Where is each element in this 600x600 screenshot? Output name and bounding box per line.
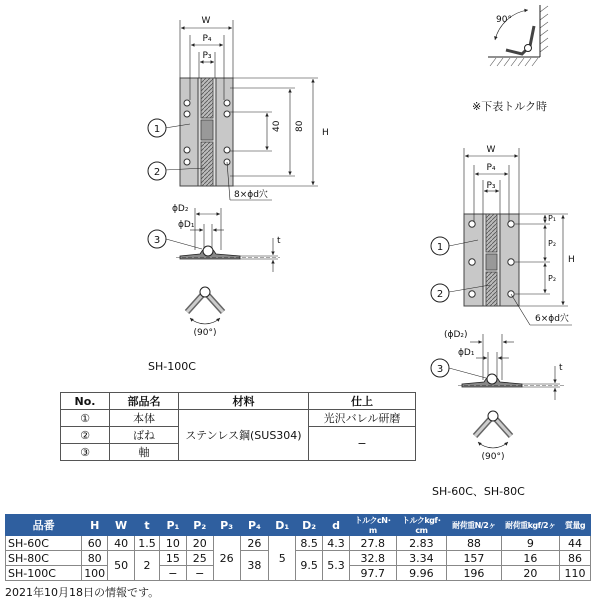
spec-d2: 8.5 <box>296 536 323 551</box>
spec-header-row <box>6 515 591 536</box>
callout-2-right: 2 <box>436 289 444 300</box>
spec-p4-merged: 38 <box>240 551 269 581</box>
mat-part-1: 本体 <box>110 410 179 427</box>
callout-3-right: 3 <box>436 364 444 375</box>
dim-t-right: t <box>559 363 563 373</box>
spec-col-p2: P₂ <box>186 515 213 536</box>
caption-sh60c-80c: SH-60C、SH-80C <box>432 485 525 498</box>
col-no: No. <box>61 393 110 410</box>
callout-1-right: 1 <box>436 242 444 253</box>
dim-d2-right: (ϕD₂) <box>444 330 468 340</box>
spec-col-model: 品番 <box>6 515 82 536</box>
spec-load-n: 157 <box>447 551 501 566</box>
spec-load-kgf: 20 <box>501 566 559 581</box>
spec-col-w: W <box>108 515 135 536</box>
mat-no-3: ③ <box>61 444 110 461</box>
callout-1-left: 1 <box>153 124 161 135</box>
spec-d: 5.3 <box>323 551 350 581</box>
spec-col-p3: P₃ <box>213 515 240 536</box>
dim-p3-right: P₃ <box>486 181 496 191</box>
dim-w-right: W <box>486 145 496 155</box>
spec-torque-kgf: 9.96 <box>396 566 447 581</box>
col-material: 材料 <box>179 393 309 410</box>
spec-torque-kgf: 3.34 <box>396 551 447 566</box>
spec-col-d1: D₁ <box>269 515 296 536</box>
caption-sh100c: SH-100C <box>148 360 196 373</box>
spec-p1: 10 <box>159 536 186 551</box>
spec-model: SH-80C <box>6 551 82 566</box>
spec-h: 60 <box>82 536 108 551</box>
spec-p2: − <box>186 566 213 581</box>
spec-col-d2: D₂ <box>296 515 323 536</box>
bent-angle-left: (90°) <box>193 328 217 338</box>
dim-h-right: H <box>568 255 575 265</box>
spec-col-mass: 質量g <box>560 515 591 536</box>
dim-40-left: 40 <box>272 120 282 132</box>
dim-p2-right-2: P₂ <box>548 274 557 283</box>
spec-h: 100 <box>82 566 108 581</box>
spec-col-p1: P₁ <box>159 515 186 536</box>
spec-p3-merged: 26 <box>213 536 240 581</box>
dim-h-left: H <box>322 128 329 138</box>
spec-model: SH-60C <box>6 536 82 551</box>
spec-d2: 9.5 <box>296 551 323 581</box>
spec-col-torque-kgf: トルクkgf･cm <box>396 515 447 536</box>
spec-d: 4.3 <box>323 536 350 551</box>
spec-h: 80 <box>82 551 108 566</box>
spec-p4: 26 <box>240 536 269 551</box>
dim-d1-left: ϕD₁ <box>178 220 195 230</box>
spec-torque-cn: 32.8 <box>349 551 396 566</box>
spec-t-merged: 2 <box>135 551 160 581</box>
mat-no-1: ① <box>61 410 110 427</box>
spec-w: 40 <box>108 536 135 551</box>
spec-col-load-n: 耐荷重N/2ヶ <box>447 515 501 536</box>
mat-finish-1: 光沢バレル研磨 <box>309 410 416 427</box>
mat-material: ステンレス鋼(SUS304) <box>179 410 309 461</box>
dim-d2-left: ϕD₂ <box>172 204 189 214</box>
callout-2-left: 2 <box>153 167 161 178</box>
torque-note: ※下表トルク時 <box>472 100 547 113</box>
hinge-bent-view-left <box>187 287 223 324</box>
hinge-bent-view-right <box>475 411 511 448</box>
spec-t: 1.5 <box>135 536 160 551</box>
holes-note-right: 6×ϕd穴 <box>535 314 569 324</box>
dim-p4-left: P₄ <box>202 34 212 44</box>
holes-note-left: 8×ϕd穴 <box>234 190 268 200</box>
spec-mass: 44 <box>560 536 591 551</box>
spec-p2: 20 <box>186 536 213 551</box>
spec-p2: 25 <box>186 551 213 566</box>
spec-col-torque-cn: トルクcN･m <box>349 515 396 536</box>
spec-mass: 110 <box>560 566 591 581</box>
materials-table <box>60 392 416 461</box>
spec-model: SH-100C <box>6 566 82 581</box>
spec-row <box>6 551 591 566</box>
spec-col-load-kgf: 耐荷重kgf/2ヶ <box>501 515 559 536</box>
spec-col-d: d <box>323 515 350 536</box>
dim-p4-right: P₄ <box>486 163 496 173</box>
spec-w-merged: 50 <box>108 551 135 581</box>
spec-torque-cn: 27.8 <box>349 536 396 551</box>
dim-p3-left: P₃ <box>202 51 212 61</box>
mat-no-2: ② <box>61 427 110 444</box>
hinge-front-view-right <box>431 148 572 325</box>
spec-torque-cn: 97.7 <box>349 566 396 581</box>
mat-finish-2: − <box>309 427 416 461</box>
dim-t-left: t <box>277 236 281 246</box>
spec-load-n: 88 <box>447 536 501 551</box>
spec-table <box>5 514 591 581</box>
mat-part-2: ばね <box>110 427 179 444</box>
spec-col-p4: P₄ <box>240 515 269 536</box>
hinge-side-view-right <box>431 334 565 400</box>
spec-torque-kgf: 2.83 <box>396 536 447 551</box>
spec-col-h: H <box>82 515 108 536</box>
spec-row <box>6 536 591 551</box>
bent-angle-right: (90°) <box>481 452 505 462</box>
col-finish: 仕上 <box>309 393 416 410</box>
dim-w-left: W <box>201 16 211 26</box>
spec-p1: 15 <box>159 551 186 566</box>
col-part: 部品名 <box>110 393 179 410</box>
spec-p1: − <box>159 566 186 581</box>
dim-p2-right-1: P₂ <box>548 239 557 248</box>
spec-d1-merged: 5 <box>269 536 296 581</box>
callout-3-left: 3 <box>153 235 161 246</box>
hinge-front-view-left <box>148 20 318 200</box>
spec-load-kgf: 9 <box>501 536 559 551</box>
mat-part-3: 軸 <box>110 444 179 461</box>
spec-load-kgf: 16 <box>501 551 559 566</box>
open-angle-label: 90° <box>496 15 512 25</box>
dim-p1-right: P₁ <box>548 214 557 223</box>
spec-load-n: 196 <box>447 566 501 581</box>
spec-mass: 86 <box>560 551 591 566</box>
dim-d1-right: ϕD₁ <box>458 348 475 358</box>
hinge-side-view-left <box>148 208 280 272</box>
dim-80-left: 80 <box>295 120 305 132</box>
footer-note: 2021年10月18日の情報です。 <box>5 586 160 599</box>
spec-col-t: t <box>135 515 160 536</box>
